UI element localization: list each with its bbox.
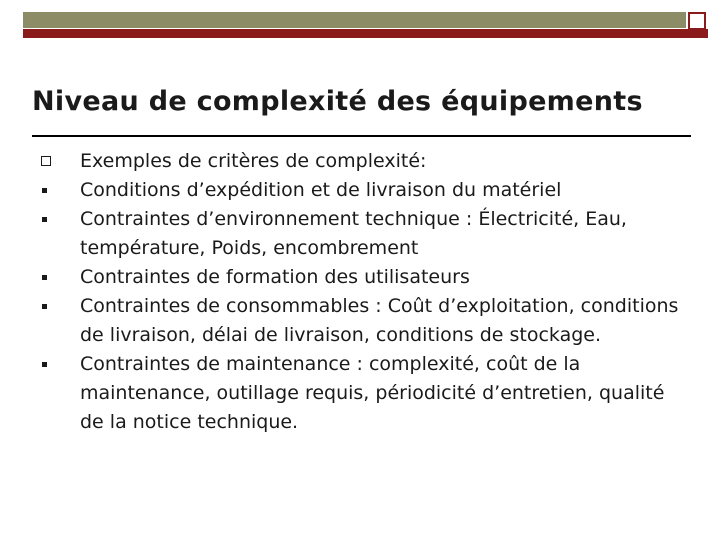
list-item [40, 292, 680, 350]
header-band-red [23, 29, 708, 38]
small-square-icon [42, 217, 47, 222]
list-item [40, 205, 680, 263]
list-item [40, 147, 680, 176]
bullet-list [40, 147, 680, 437]
list-item [40, 176, 680, 205]
list-item-text: Conditions d’expédition et de livraison du matériel [80, 179, 562, 201]
hollow-square-icon [41, 156, 51, 166]
list-item-text: Contraintes d’environnement technique : Électricité, Eau, température, Poids, encombrement [80, 208, 627, 259]
list-item-text: Contraintes de maintenance : complexité, coût de la maintenance, outillage requis, périodicité d’entretien, qualité de la notice technique. [80, 353, 665, 433]
small-square-icon [42, 362, 47, 367]
corner-square-icon [688, 12, 706, 30]
list-item [40, 350, 680, 437]
header-band-olive [23, 12, 686, 28]
small-square-icon [42, 304, 47, 309]
slide-title: Niveau de complexité des équipements [32, 86, 643, 117]
list-item-text: Contraintes de formation des utilisateurs [80, 266, 470, 288]
title-underline [32, 135, 691, 137]
list-item-text: Exemples de critères de complexité: [80, 150, 427, 172]
list-item [40, 263, 680, 292]
small-square-icon [42, 275, 47, 280]
small-square-icon [42, 188, 47, 193]
list-item-text: Contraintes de consommables : Coût d’exploitation, conditions de livraison, délai de livraison, conditions de stockage. [80, 295, 679, 346]
